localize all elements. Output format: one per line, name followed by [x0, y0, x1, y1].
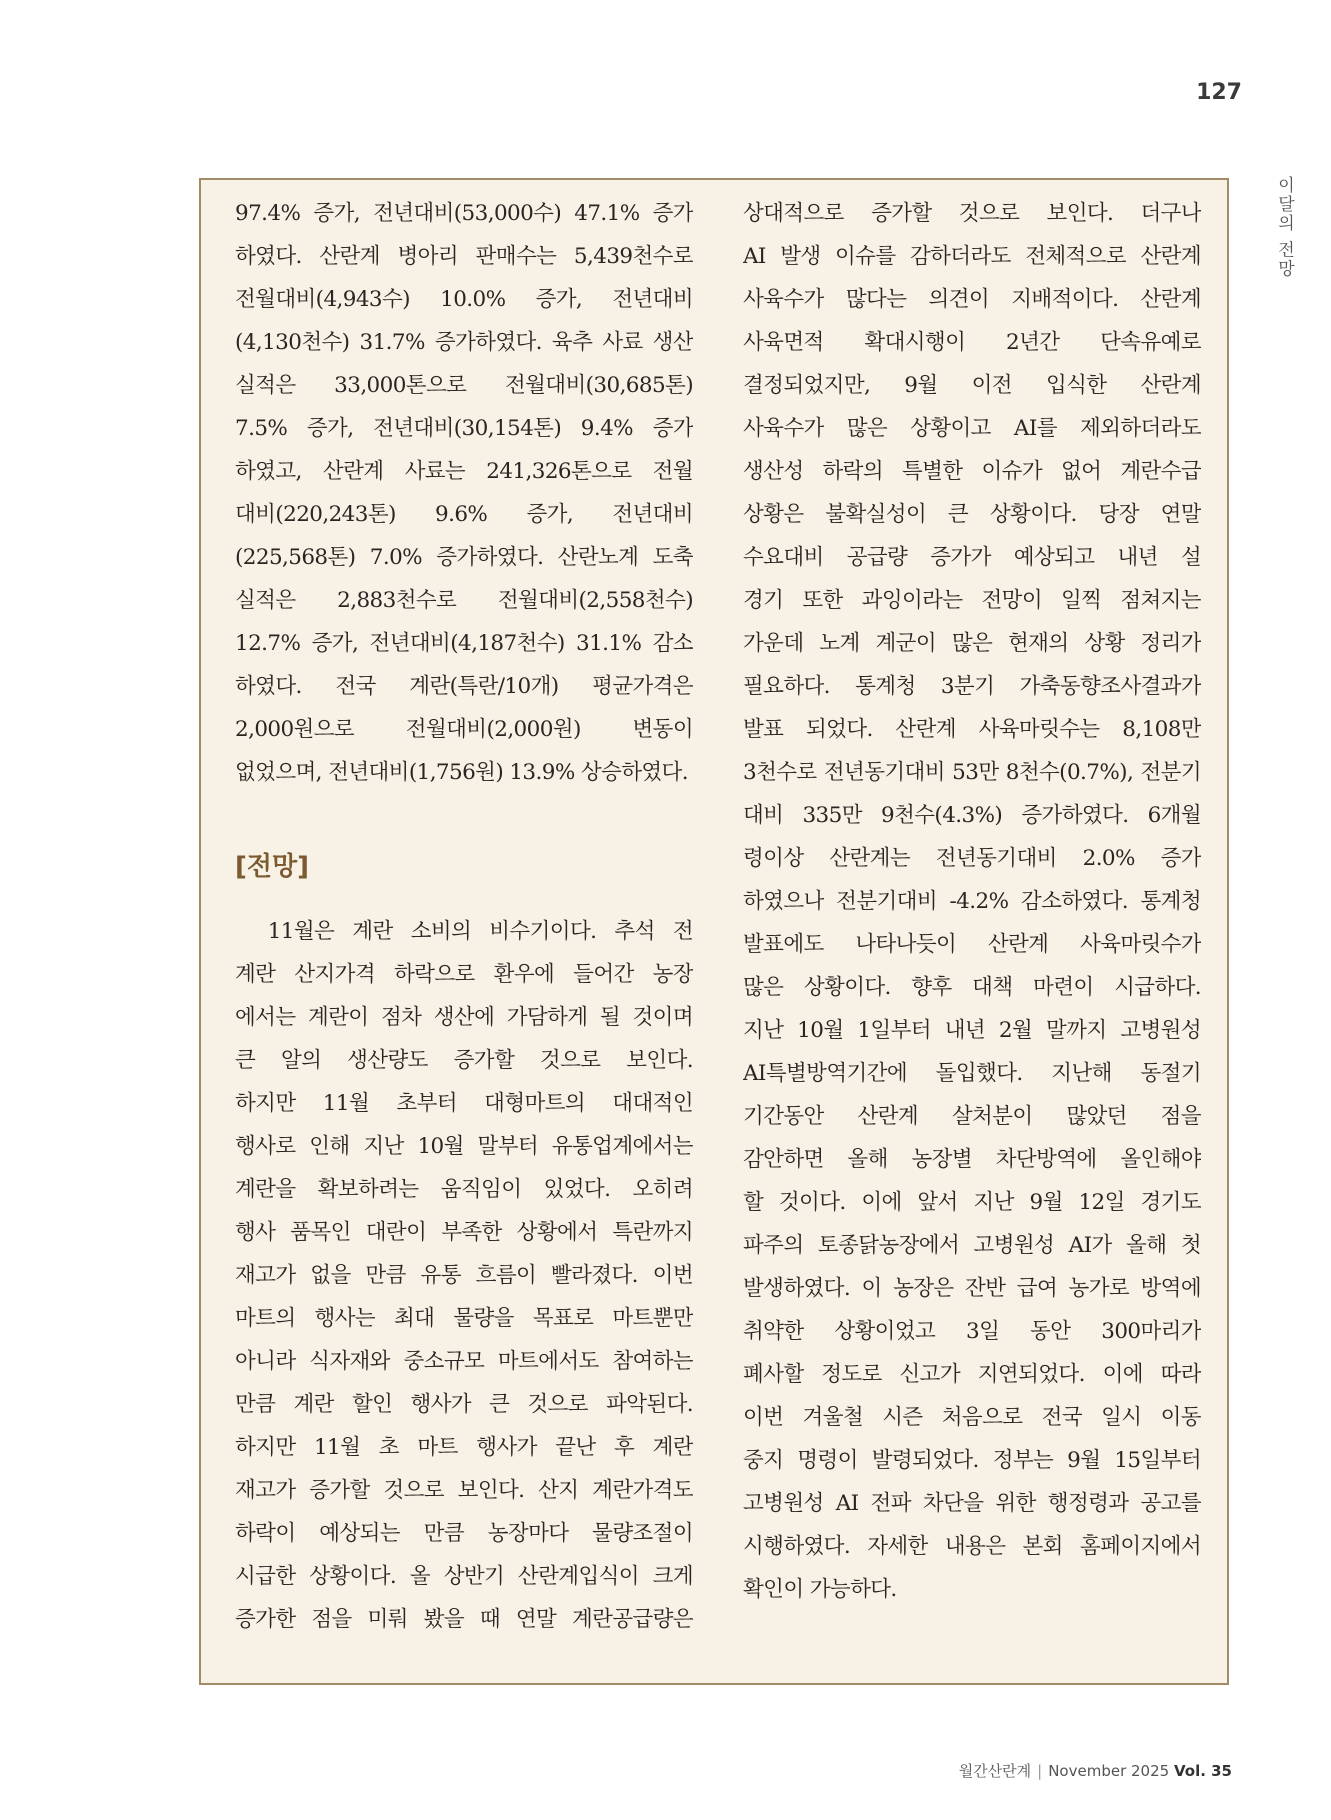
text-line: 하락이 예상되는 만큼 농장마다 물량조절이	[235, 1521, 693, 1546]
text-line: 큰 알의 생산량도 증가할 것으로 보인다.	[235, 1048, 693, 1073]
text-line: 만큼 계란 할인 행사가 큰 것으로 파악된다.	[235, 1392, 693, 1417]
text-line: 할 것이다. 이에 앞서 지난 9월 12일 경기도	[743, 1190, 1201, 1215]
text-line: 상황은 불확실성이 큰 상황이다. 당장 연말	[743, 502, 1201, 527]
text-line: 실적은 33,000톤으로 전월대비(30,685톤)	[235, 373, 693, 398]
text-line: 폐사할 정도로 신고가 지연되었다. 이에 따라	[743, 1362, 1201, 1387]
text-line: 하였으나 전분기대비 -4.2% 감소하였다. 통계청	[743, 889, 1201, 914]
text-line: 계란 산지가격 하락으로 환우에 들어간 농장	[235, 962, 693, 987]
footer-volume: Vol. 35	[1173, 1762, 1232, 1780]
text-line: 11월은 계란 소비의 비수기이다. 추석 전	[235, 919, 693, 944]
text-line: 마트의 행사는 최대 물량을 목표로 마트뿐만	[235, 1306, 693, 1331]
text-line: 이번 겨울철 시즌 처음으로 전국 일시 이동	[743, 1405, 1201, 1430]
text-line: 가운데 노계 계군이 많은 현재의 상황 정리가	[743, 631, 1201, 656]
text-line: 생산성 하락의 특별한 이슈가 없어 계란수급	[743, 459, 1201, 484]
text-line: 7.5% 증가, 전년대비(30,154톤) 9.4% 증가	[235, 416, 693, 441]
text-line: 사육면적 확대시행이 2년간 단속유예로	[743, 330, 1201, 355]
text-line: 수요대비 공급량 증가가 예상되고 내년 설	[743, 545, 1201, 570]
text-line: 전월대비(4,943수) 10.0% 증가, 전년대비	[235, 287, 693, 312]
text-line: 발표에도 나타나듯이 산란계 사육마릿수가	[743, 932, 1201, 957]
text-line: 에서는 계란이 점차 생산에 가담하게 될 것이며	[235, 1005, 693, 1030]
text-line: 중지 명령이 발령되었다. 정부는 9월 15일부터	[743, 1448, 1201, 1473]
text-line: 아니라 식자재와 중소규모 마트에서도 참여하는	[235, 1349, 693, 1374]
text-line: 상대적으로 증가할 것으로 보인다. 더구나	[743, 201, 1201, 226]
text-line: 파주의 토종닭농장에서 고병원성 AI가 올해 첫	[743, 1233, 1201, 1258]
text-line: 하였다. 산란계 병아리 판매수는 5,439천수로	[235, 244, 693, 269]
text-line: 12.7% 증가, 전년대비(4,187천수) 31.1% 감소	[235, 631, 693, 656]
text-line: 결정되었지만, 9월 이전 입식한 산란계	[743, 373, 1201, 398]
text-line: 발표 되었다. 산란계 사육마릿수는 8,108만	[743, 717, 1201, 742]
text-line: 하였고, 산란계 사료는 241,326톤으로 전월	[235, 459, 693, 484]
text-line: 실적은 2,883천수로 전월대비(2,558천수)	[235, 588, 693, 613]
text-line: 시행하였다. 자세한 내용은 본회 홈페이지에서	[743, 1534, 1201, 1559]
footer-issue: November 2025	[1048, 1762, 1170, 1780]
section-tab-label: 이달의 전망	[1274, 176, 1294, 279]
text-line: 사육수가 많다는 의견이 지배적이다. 산란계	[743, 287, 1201, 312]
footer-magazine-name: 월간산란계	[958, 1762, 1032, 1780]
footer-separator: |	[1037, 1762, 1043, 1780]
text-line: 2,000원으로 전월대비(2,000원) 변동이	[235, 717, 693, 742]
text-line: 지난 10월 1일부터 내년 2월 말까지 고병원성	[743, 1018, 1201, 1043]
text-line: 하지만 11월 초 마트 행사가 끝난 후 계란	[235, 1435, 693, 1460]
text-line: 행사 품목인 대란이 부족한 상황에서 특란까지	[235, 1220, 693, 1245]
page-footer	[780, 1760, 1232, 1781]
text-line: 기간동안 산란계 살처분이 많았던 점을	[743, 1104, 1201, 1129]
section-heading-outlook: [전망]	[235, 852, 309, 882]
text-line: 고병원성 AI 전파 차단을 위한 행정령과 공고를	[743, 1491, 1201, 1516]
text-line: 없었으며, 전년대비(1,756원) 13.9% 상승하였다.	[235, 760, 688, 785]
text-line: 경기 또한 과잉이라는 전망이 일찍 점쳐지는	[743, 588, 1201, 613]
text-line: 하지만 11월 초부터 대형마트의 대대적인	[235, 1091, 693, 1116]
text-line: 계란을 확보하려는 움직임이 있었다. 오히려	[235, 1177, 693, 1202]
text-line: 행사로 인해 지난 10월 말부터 유통업계에서는	[235, 1134, 693, 1159]
text-line: (225,568톤) 7.0% 증가하였다. 산란노계 도축	[235, 545, 693, 570]
text-line: 하였다. 전국 계란(특란/10개) 평균가격은	[235, 674, 693, 699]
text-line: 3천수로 전년동기대비 53만 8천수(0.7%), 전분기	[743, 760, 1201, 785]
text-line: AI특별방역기간에 돌입했다. 지난해 동절기	[743, 1061, 1201, 1086]
text-line: 필요하다. 통계청 3분기 가축동향조사결과가	[743, 674, 1201, 699]
text-line: 증가한 점을 미뤄 봤을 때 연말 계란공급량은	[235, 1607, 693, 1632]
text-line: 감안하면 올해 농장별 차단방역에 올인해야	[743, 1147, 1201, 1172]
text-line: 발생하였다. 이 농장은 잔반 급여 농가로 방역에	[743, 1276, 1201, 1301]
text-line: 대비 335만 9천수(4.3%) 증가하였다. 6개월	[743, 803, 1201, 828]
text-line: 재고가 증가할 것으로 보인다. 산지 계란가격도	[235, 1478, 693, 1503]
text-line: AI 발생 이슈를 감하더라도 전체적으로 산란계	[743, 244, 1201, 269]
text-line: 사육수가 많은 상황이고 AI를 제외하더라도	[743, 416, 1201, 441]
text-line: 재고가 없을 만큼 유통 흐름이 빨라졌다. 이번	[235, 1263, 693, 1288]
text-line: 확인이 가능하다.	[743, 1577, 897, 1602]
text-line: 97.4% 증가, 전년대비(53,000수) 47.1% 증가	[235, 201, 693, 226]
text-line: (4,130천수) 31.7% 증가하였다. 육추 사료 생산	[235, 330, 693, 355]
paragraph-outlook	[235, 910, 693, 1641]
left-column	[235, 192, 693, 1641]
right-column	[743, 192, 1201, 1611]
text-line: 대비(220,243톤) 9.6% 증가, 전년대비	[235, 502, 693, 527]
article-content-box	[199, 178, 1229, 1685]
text-line: 시급한 상황이다. 올 상반기 산란계입식이 크게	[235, 1564, 693, 1589]
text-line: 령이상 산란계는 전년동기대비 2.0% 증가	[743, 846, 1201, 871]
page-number: 127	[1196, 80, 1242, 105]
text-line: 취약한 상황이었고 3일 동안 300마리가	[743, 1319, 1201, 1344]
paragraph-statistics	[235, 192, 693, 794]
text-line: 많은 상황이다. 향후 대책 마련이 시급하다.	[743, 975, 1201, 1000]
